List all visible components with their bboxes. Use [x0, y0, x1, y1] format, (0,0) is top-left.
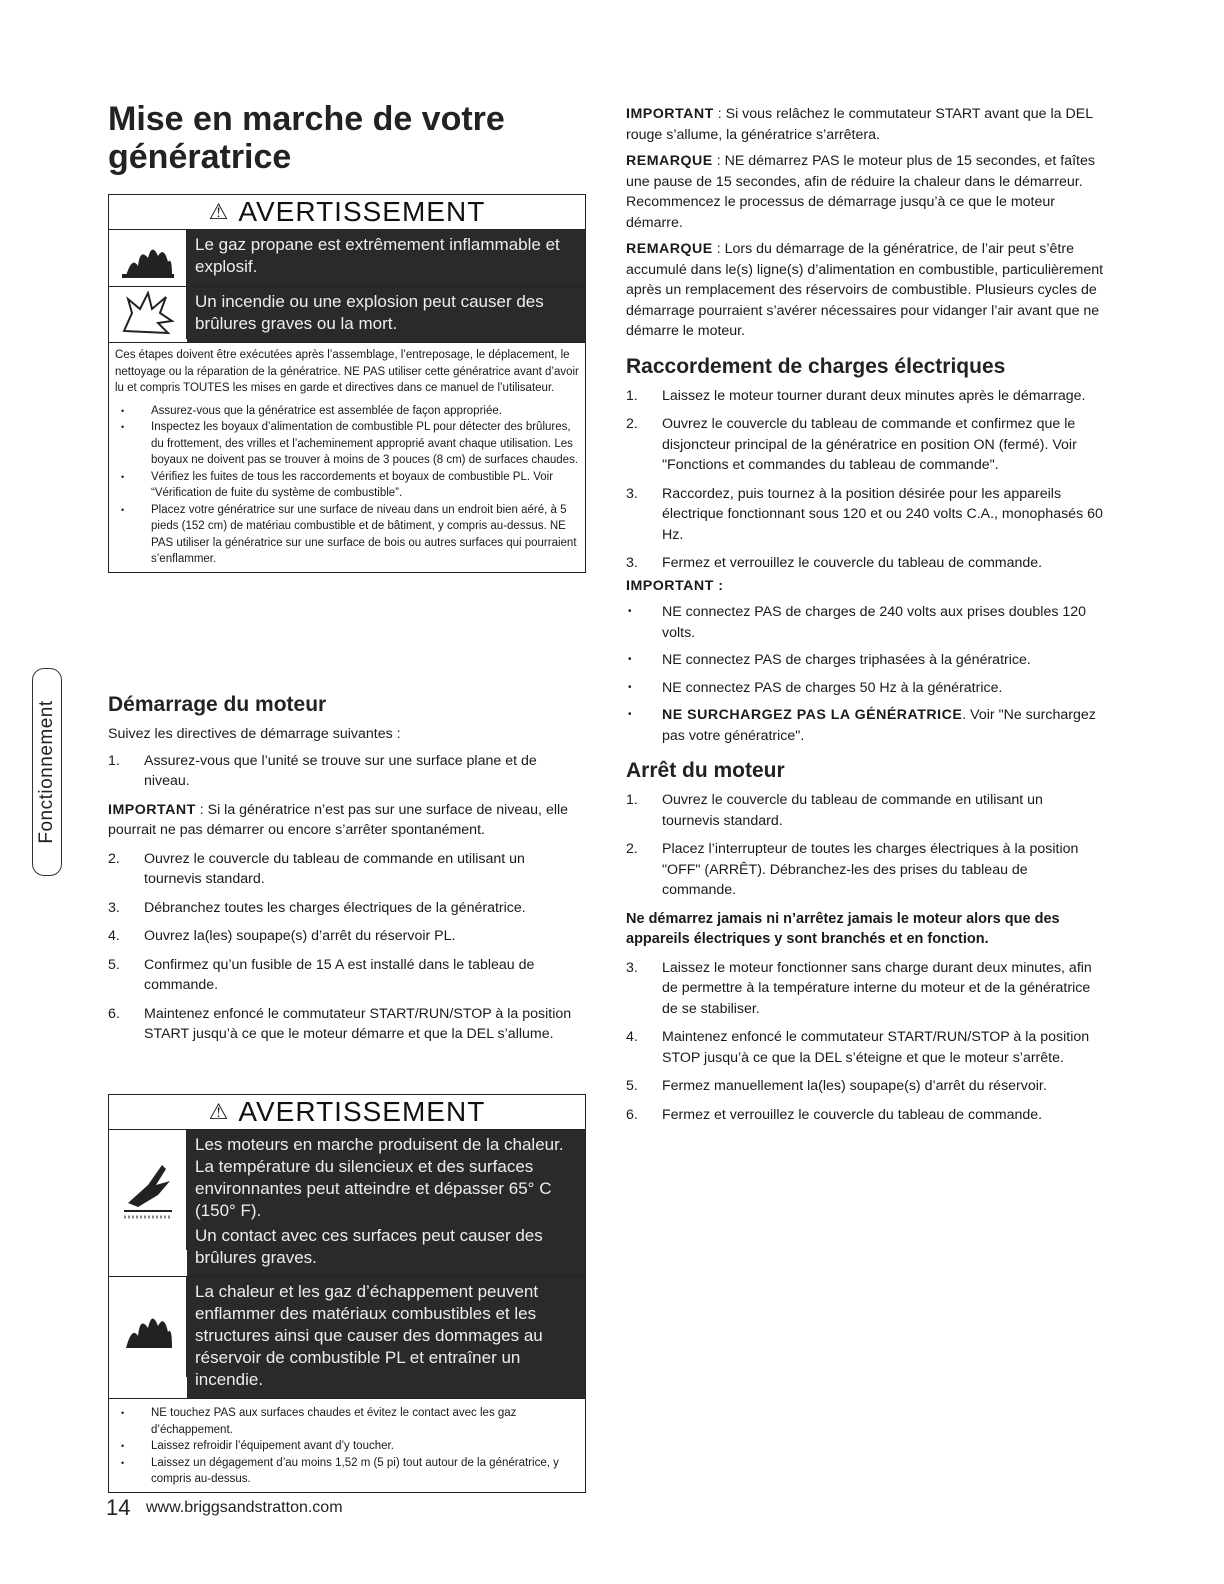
list-item: • Placez votre génératrice sur une surface de niveau dans un endroit bien aéré, à 5 pieds (152 cm) de matériau combustible et de bâtiment, y compris au-dessus. NE PAS utiliser la génératrice sur une surface de bois ou autres surfaces qui pourraient s’enflammer. — [115, 502, 579, 568]
list-item: 1. Assurez-vous que l’unité se trouve sur une surface plane et de niveau. — [108, 752, 537, 789]
hazard-heat-text-2: Un contact avec ces surfaces peut causer des brûlures graves. — [195, 1226, 543, 1267]
list-item: 3. Laissez le moteur fonctionner sans charge durant deux minutes, afin de permettre à la température interne du moteur et de la génératrice de se stabiliser. — [626, 959, 1092, 1017]
warning-bullets — [115, 1405, 579, 1488]
warning-triangle-icon: ⚠ — [208, 199, 229, 224]
warning-box-heat — [108, 1094, 586, 1493]
list-item: 2. Ouvrez le couvercle du tableau de commande en utilisant un tournevis standard. — [108, 850, 525, 887]
hazard-row-fire — [109, 1276, 585, 1398]
section-tab-label: Fonctionnement — [36, 700, 57, 844]
warning-triangle-icon: ⚠ — [208, 1099, 229, 1124]
list-item: • NE touchez PAS aux surfaces chaudes et évitez le contact avec les gaz d’échappement. — [115, 1405, 579, 1438]
remark-note-2: REMARQUE : Lors du démarrage de la génératrice, de l’air peut s’être accumulé dans le(s) ligne(s) d’alimentation en combustible, particulièrement après un remplacement des réservoirs de combustible. Plusieurs cycles de démarrage pourraient s’avérer nécessaires pour vidanger l’air avant que ne démarre le moteur. — [626, 241, 1104, 339]
hot-surface-icon — [109, 1130, 187, 1250]
warning-box-propane — [108, 194, 586, 573]
list-item: • NE SURCHARGEZ PAS LA GÉNÉRATRICE. Voir "Ne surchargez pas votre génératrice". — [626, 705, 1104, 746]
list-item: 6. Maintenez enfoncé le commutateur START/RUN/STOP à la position START jusqu’à ce que le moteur démarre et que la DEL s’allume. — [108, 1005, 572, 1042]
list-item: 3. Débranchez toutes les charges électriques de la génératrice. — [108, 899, 526, 916]
stop-steps-a — [626, 790, 1104, 901]
start-steps-a — [108, 751, 586, 792]
warning-bullets — [115, 403, 579, 568]
list-item: • NE connectez PAS de charges de 240 volts aux prises doubles 120 volts. — [626, 602, 1104, 643]
hazard-row-propane — [109, 229, 585, 286]
start-section — [108, 692, 586, 1053]
list-item: • NE connectez PAS de charges triphasées à la génératrice. — [626, 650, 1104, 671]
hazard-text-fire — [187, 1277, 585, 1398]
warning-header — [109, 1095, 585, 1129]
important-note: IMPORTANT : Si vous relâchez le commutateur START avant que la DEL rouge s’allume, la génératrice s’arrêtera. — [626, 106, 1093, 143]
hazard-row-explosion — [109, 286, 585, 342]
section-tab — [32, 668, 62, 876]
remark-note-1: REMARQUE : NE démarrez PAS le moteur plus de 15 secondes, et faîtes une pause de 15 secondes, afin de réduire la chaleur dans le démarreur. Recommencez le processus de démarrage jusqu’à ce que le moteur démarre. — [626, 153, 1095, 231]
hazard-heat-text-1: Les moteurs en marche produisent de la chaleur. La température du silencieux et des surfaces environnantes peut atteindre et dépasser 65° C (150° F). — [195, 1135, 564, 1220]
start-intro: Suivez les directives de démarrage suivantes : — [108, 726, 401, 742]
explosion-icon — [109, 287, 187, 339]
hazard-text-propane — [187, 230, 585, 286]
list-item: 2. Ouvrez le couvercle du tableau de commande et confirmez que le disjoncteur principal de la génératrice en position ON (fermé). Voir "Fonctions et commandes du tableau de commande". — [626, 416, 1077, 473]
list-item: 6. Fermez et verrouillez le couvercle du tableau de commande. — [626, 1106, 1043, 1123]
loads-heading: Raccordement de charges électriques — [626, 354, 1006, 378]
list-item: • Vérifiez les fuites de tous les raccordements et boyaux de combustible PL. Voir “Vérification de fuite du système de combustible”. — [115, 469, 579, 502]
list-item: 4. Ouvrez la(les) soupape(s) d’arrêt du réservoir PL. — [108, 928, 456, 944]
page-title: Mise en marche de votre génératrice — [108, 100, 505, 176]
list-item: 1. Laissez le moteur tourner durant deux minutes après le démarrage. — [626, 387, 1086, 404]
list-item: 2. Placez l’interrupteur de toutes les charges électriques à la position "OFF" (ARRÊT). Débranchez-les des prises du tableau de commande. — [626, 841, 1079, 898]
warning-title: AVERTISSEMENT — [238, 196, 486, 227]
hazard-text-explosion — [187, 287, 585, 342]
list-item: • Laissez un dégagement d’au moins 1,52 m (5 pi) tout autour de la génératrice, y compris au-dessus. — [115, 1455, 579, 1488]
hazard-propane-text: Le gaz propane est extrêmement inflammable et explosif. — [195, 235, 560, 276]
stop-warning-note: Ne démarrez jamais ni n’arrêtez jamais le moteur alors que des appareils électriques y sont branchés et en fonction. — [626, 910, 1060, 947]
warning-details — [109, 1398, 585, 1492]
flame-icon — [109, 1277, 187, 1377]
list-item: 5. Confirmez qu’un fusible de 15 A est installé dans le tableau de commande. — [108, 956, 535, 993]
hazard-text-heat — [187, 1130, 585, 1276]
footer-url[interactable]: www.briggsandstratton.com — [146, 1499, 343, 1516]
stop-steps-b — [626, 958, 1104, 1126]
start-important: IMPORTANT : Si la génératrice n’est pas sur une surface de niveau, elle pourrait ne pas démarrer ou encore s’arrêter spontanément. — [108, 801, 569, 838]
right-column — [626, 104, 1104, 1133]
start-heading: Démarrage du moteur — [108, 693, 327, 716]
loads-bullets — [626, 602, 1104, 746]
list-item: • Assurez-vous que la génératrice est assemblée de façon appropriée. — [115, 403, 579, 420]
hazard-fire-text: Un incendie ou une explosion peut causer des brûlures graves ou la mort. — [195, 292, 544, 333]
list-item: • NE connectez PAS de charges 50 Hz à la génératrice. — [626, 678, 1104, 699]
list-item: • Laissez refroidir l’équipement avant d’y toucher. — [115, 1438, 579, 1455]
warning-intro: Ces étapes doivent être exécutées après l’assemblage, l’entreposage, le déplacement, le nettoyage ou la réparation de la génératrice. NE PAS utiliser cette génératrice avant d’avoir lu et compris TOUTES les mises en garde et directives dans ce manuel de l’utilisateur. — [115, 349, 579, 394]
stop-heading: Arrêt du moteur — [626, 759, 785, 782]
list-item: 3. Fermez et verrouillez le couvercle du tableau de commande. — [626, 555, 1043, 571]
warning-details — [109, 342, 585, 572]
flame-icon — [109, 230, 187, 286]
hazard-row-heat — [109, 1129, 585, 1276]
warning-header — [109, 195, 585, 229]
hazard-fire-text: La chaleur et les gaz d’échappement peuvent enflammer des matériaux combustibles et les structures ainsi que causer des dommages au réservoir de combustible PL et entraîner un incendie. — [195, 1282, 543, 1389]
list-item: • Inspectez les boyaux d’alimentation de combustible PL pour détecter des brûlures, du frottement, des vrilles et l’acheminement approprié avant chaque utilisation. Les boyaux ne doivent pas se trouver à moins de 3 pouces (8 cm) de surfaces chaudes. — [115, 419, 579, 469]
loads-steps — [626, 386, 1104, 574]
start-steps-b — [108, 849, 586, 1045]
list-item: 5. Fermez manuellement la(les) soupape(s) d’arrêt du réservoir. — [626, 1078, 1047, 1094]
loads-important-label: IMPORTANT : — [626, 577, 724, 594]
list-item: 1. Ouvrez le couvercle du tableau de commande en utilisant un tournevis standard. — [626, 792, 1043, 829]
list-item: 3. Raccordez, puis tournez à la position désirée pour les appareils électrique fonctionnant sous 120 et ou 240 volts C.A., monophasés 60 Hz. — [626, 485, 1103, 543]
warning-title: AVERTISSEMENT — [238, 1096, 486, 1127]
list-item: 4. Maintenez enfoncé le commutateur START/RUN/STOP à la position STOP jusqu’à ce que la DEL s’éteigne et que le moteur s’arrête. — [626, 1029, 1090, 1066]
page-number: 14 — [106, 1495, 131, 1520]
